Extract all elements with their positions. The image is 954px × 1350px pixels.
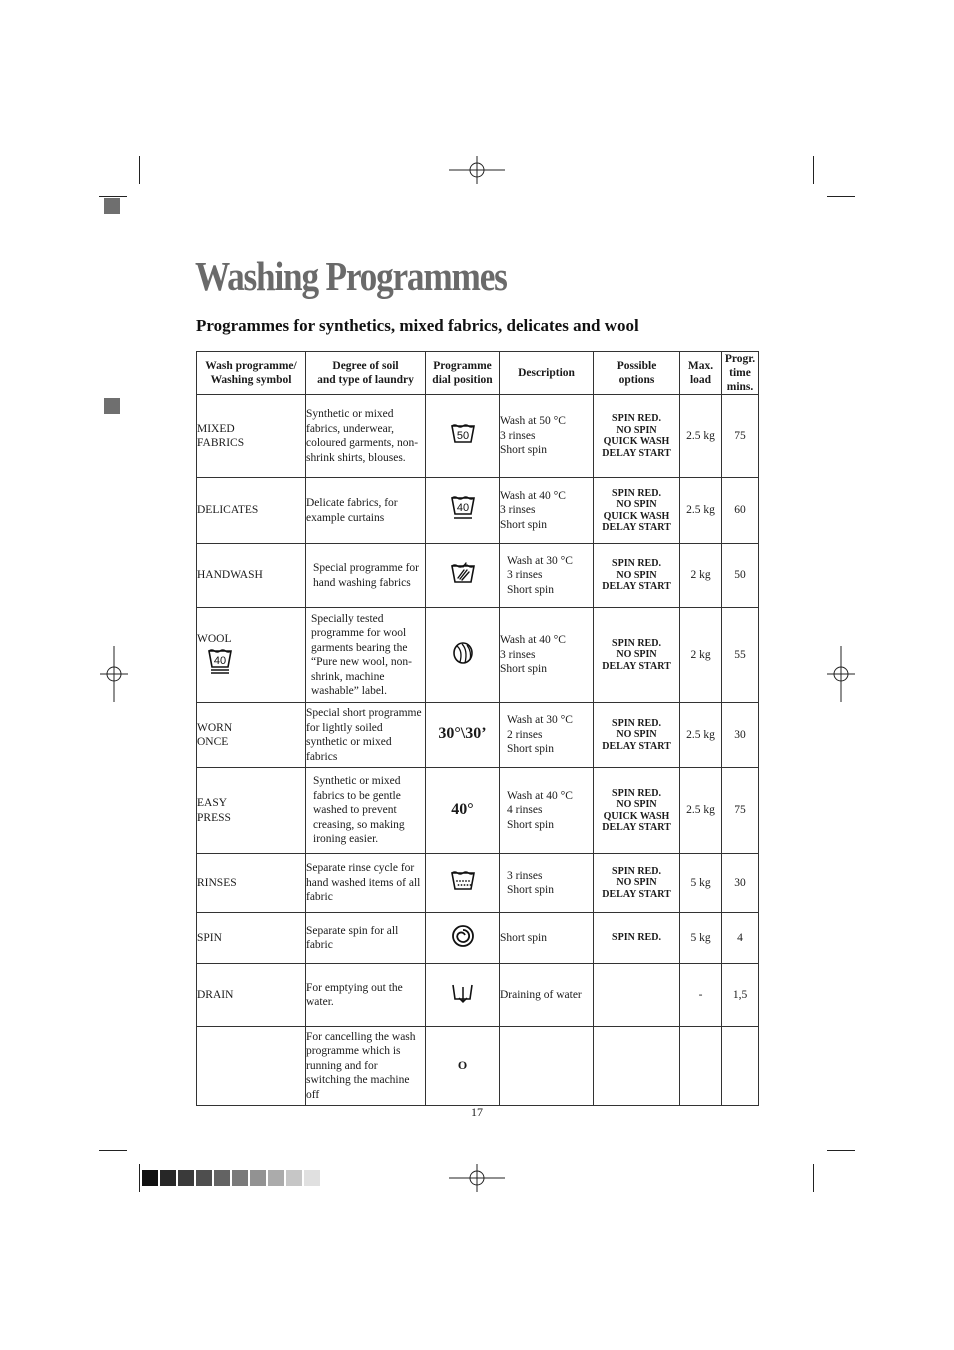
header-dial: Programme dial position xyxy=(426,352,500,395)
description-line: Short spin xyxy=(507,818,554,831)
programme-name: EASY xyxy=(197,797,228,809)
dial-position-label: 30°\30’ xyxy=(438,725,487,743)
soil-cell: Synthetic or mixed fabrics to be gentle washed to prevent creasing, so making ironing easier. xyxy=(306,768,426,854)
dial-position-cell xyxy=(426,478,500,544)
option-item: DELAY START xyxy=(602,822,671,833)
max-load-cell: 2.5 kg xyxy=(680,703,722,768)
crop-mark xyxy=(813,1164,814,1192)
crop-mark xyxy=(99,1150,127,1151)
crop-mark xyxy=(139,156,140,184)
table-row xyxy=(197,854,759,913)
spin-icon xyxy=(451,924,475,953)
description-cell xyxy=(500,854,594,913)
table-row xyxy=(197,964,759,1027)
option-item: NO SPIN xyxy=(616,569,657,581)
description-cell xyxy=(500,395,594,478)
programme-name-cell xyxy=(197,964,306,1027)
header-soil: Degree of soil and type of laundry xyxy=(306,352,426,395)
programme-name: SPIN xyxy=(197,931,222,944)
description-line: 3 rinses xyxy=(500,429,536,442)
header-options: Possible options xyxy=(594,352,680,395)
programme-name-cell xyxy=(197,544,306,608)
description-line: Short spin xyxy=(500,931,547,944)
options-cell xyxy=(594,544,680,608)
table-row xyxy=(197,1027,759,1106)
max-load-cell: 2 kg xyxy=(680,608,722,703)
soil-cell: Delicate fabrics, for example curtains xyxy=(306,478,426,544)
programme-name: MIXED xyxy=(197,422,235,435)
dial-position-cell xyxy=(426,608,500,703)
options-cell xyxy=(594,608,680,703)
header-programme: Wash programme/ Washing symbol xyxy=(197,352,306,395)
soil-cell: Special short programme for lightly soiled synthetic or mixed fabrics xyxy=(306,703,426,768)
max-load-cell: 2.5 kg xyxy=(680,395,722,478)
description-line: Wash at 40 °C xyxy=(500,634,566,647)
options-cell xyxy=(594,478,680,544)
soil-cell: Special programme for hand washing fabrics xyxy=(306,544,426,608)
description-line: 4 rinses xyxy=(507,804,543,817)
options-cell xyxy=(594,703,680,768)
option-item: NO SPIN xyxy=(616,799,657,810)
svg-text:40: 40 xyxy=(213,654,227,667)
programme-name-cell xyxy=(197,395,306,478)
programme-name: DRAIN xyxy=(197,988,234,1001)
description-cell xyxy=(500,544,594,608)
grayscale-bar xyxy=(142,1170,320,1186)
programme-name-cell xyxy=(197,608,306,703)
description-cell xyxy=(500,608,594,703)
option-item: SPIN RED. xyxy=(612,487,661,499)
programme-name: RINSES xyxy=(197,876,237,889)
page-number: 17 xyxy=(471,1105,483,1119)
crop-mark xyxy=(827,1150,855,1151)
drain-icon xyxy=(450,981,476,1010)
dial-position-cell xyxy=(426,1027,500,1106)
max-load-cell: 2 kg xyxy=(680,544,722,608)
option-item: DELAY START xyxy=(602,660,671,672)
grayscale-swatch xyxy=(286,1170,302,1186)
programme-name: HANDWASH xyxy=(197,569,263,582)
grayscale-swatch xyxy=(160,1170,176,1186)
programme-name: WORN xyxy=(197,721,233,734)
registration-target-icon xyxy=(449,142,505,198)
option-item: DELAY START xyxy=(602,581,671,593)
description-line: Wash at 40 °C xyxy=(500,489,566,502)
table-row xyxy=(197,768,759,854)
page-subtitle: Programmes for synthetics, mixed fabrics, delicates and wool xyxy=(196,316,639,335)
description-line: 3 rinses xyxy=(507,569,543,582)
table-row xyxy=(197,703,759,768)
description-cell xyxy=(500,913,594,964)
description-cell xyxy=(500,1027,594,1106)
option-item: NO SPIN xyxy=(616,499,657,510)
description-line: Short spin xyxy=(507,583,554,596)
rinse-icon xyxy=(450,870,476,897)
registration-target-icon xyxy=(813,646,869,702)
option-item: QUICK WASH xyxy=(603,510,670,522)
option-item: SPIN RED. xyxy=(612,717,661,729)
description-line: Draining of water xyxy=(500,988,582,1001)
dial-position-cell xyxy=(426,913,500,964)
grayscale-swatch xyxy=(304,1170,320,1186)
dial-position-cell xyxy=(426,703,500,768)
programme-time-cell: 30 xyxy=(722,854,759,913)
soil-cell: Synthetic or mixed fabrics, underwear, coloured garments, non-shrink shirts, blouses. xyxy=(306,395,426,478)
dial-position-label: 40° xyxy=(451,800,474,818)
registration-square xyxy=(104,198,120,214)
soil-cell: Separate spin for all fabric xyxy=(306,913,426,964)
description-cell xyxy=(500,768,594,854)
soil-cell: For cancelling the wash programme which is running and for switching the machine off xyxy=(306,1027,426,1106)
programme-name-cell xyxy=(197,854,306,913)
option-item: SPIN RED. xyxy=(612,637,661,649)
description-cell xyxy=(500,964,594,1027)
grayscale-swatch xyxy=(214,1170,230,1186)
option-item: DELAY START xyxy=(602,522,671,533)
programme-time-cell: 55 xyxy=(722,608,759,703)
grayscale-swatch xyxy=(142,1170,158,1186)
table-row xyxy=(197,544,759,608)
option-item: NO SPIN xyxy=(616,877,657,889)
wash-40-delicate-icon xyxy=(450,495,476,526)
dial-position-label: O xyxy=(457,1058,468,1073)
crop-mark xyxy=(827,196,855,197)
dial-position-cell xyxy=(426,964,500,1027)
description-line: Short spin xyxy=(500,518,547,531)
table-row xyxy=(197,395,759,478)
programmes-table xyxy=(196,351,759,1106)
programme-time-cell: 75 xyxy=(722,395,759,478)
max-load-cell: 5 kg xyxy=(680,854,722,913)
grayscale-swatch xyxy=(232,1170,248,1186)
programme-time-cell: 1,5 xyxy=(722,964,759,1027)
grayscale-swatch xyxy=(268,1170,284,1186)
dial-position-cell xyxy=(426,854,500,913)
option-item: SPIN RED. xyxy=(612,787,661,799)
option-item: QUICK WASH xyxy=(603,436,670,447)
options-cell xyxy=(594,964,680,1027)
wash-40-wool-icon xyxy=(197,648,305,679)
description-line: Short spin xyxy=(500,444,547,457)
programme-name-cell xyxy=(197,1027,306,1106)
programme-name-cell xyxy=(197,703,306,768)
grayscale-swatch xyxy=(196,1170,212,1186)
programme-time-cell: 30 xyxy=(722,703,759,768)
soil-cell: For emptying out the water. xyxy=(306,964,426,1027)
grayscale-swatch xyxy=(250,1170,266,1186)
crop-mark xyxy=(99,196,127,197)
programme-name: WOOL xyxy=(197,633,232,645)
programme-time-cell: 4 xyxy=(722,913,759,964)
programme-name: DELICATES xyxy=(197,504,259,517)
description-line: Wash at 50 °C xyxy=(500,415,566,428)
dial-position-cell xyxy=(426,768,500,854)
options-cell xyxy=(594,1027,680,1106)
table-header-row xyxy=(197,352,759,395)
options-cell xyxy=(594,395,680,478)
description-line: Short spin xyxy=(507,884,554,896)
max-load-cell: 2.5 kg xyxy=(680,478,722,544)
description-cell xyxy=(500,703,594,768)
programme-time-cell: 60 xyxy=(722,478,759,544)
description-cell xyxy=(500,478,594,544)
dial-position-cell xyxy=(426,395,500,478)
options-cell xyxy=(594,913,680,964)
option-item: DELAY START xyxy=(602,740,671,752)
max-load-cell: 5 kg xyxy=(680,913,722,964)
table-row xyxy=(197,478,759,544)
options-cell xyxy=(594,854,680,913)
max-load-cell: - xyxy=(680,964,722,1027)
header-description: Description xyxy=(500,352,594,395)
description-line: Wash at 30 °C xyxy=(507,554,573,567)
programme-time-cell xyxy=(722,1027,759,1106)
option-item: NO SPIN xyxy=(616,424,657,436)
programme-name-cell xyxy=(197,478,306,544)
programme-name: PRESS xyxy=(197,811,231,824)
programme-time-cell: 50 xyxy=(722,544,759,608)
description-line: Short spin xyxy=(507,743,554,756)
option-item: SPIN RED. xyxy=(612,932,661,944)
dial-position-cell xyxy=(426,544,500,608)
description-line: 3 rinses xyxy=(500,504,536,517)
programme-name-cell xyxy=(197,768,306,854)
option-item: SPIN RED. xyxy=(612,558,661,570)
wool-ball-icon xyxy=(451,641,475,670)
options-cell xyxy=(594,768,680,854)
header-time: Progr. time mins. xyxy=(722,352,759,395)
programme-name: ONCE xyxy=(197,736,229,748)
option-item: SPIN RED. xyxy=(612,865,661,877)
option-item: DELAY START xyxy=(602,888,671,900)
programme-name-cell xyxy=(197,913,306,964)
description-line: Wash at 40 °C xyxy=(507,789,573,802)
description-line: 3 rinses xyxy=(507,869,543,882)
programme-name: FABRICS xyxy=(197,437,245,449)
registration-square xyxy=(104,398,120,414)
description-line: 3 rinses xyxy=(500,648,536,661)
crop-mark xyxy=(813,156,814,184)
option-item: NO SPIN xyxy=(616,649,657,661)
max-load-cell: 2.5 kg xyxy=(680,768,722,854)
registration-target-icon xyxy=(449,1150,505,1206)
svg-text:40: 40 xyxy=(456,502,469,515)
option-item: SPIN RED. xyxy=(612,413,661,424)
header-load: Max. load xyxy=(680,352,722,395)
table-row xyxy=(197,608,759,703)
option-item: NO SPIN xyxy=(616,729,657,741)
table-row xyxy=(197,913,759,964)
option-item: DELAY START xyxy=(602,447,671,459)
grayscale-swatch xyxy=(178,1170,194,1186)
option-item: QUICK WASH xyxy=(603,810,670,822)
description-line: Wash at 30 °C xyxy=(507,714,573,727)
page-title: Washing Programmes xyxy=(195,253,507,299)
description-line: Short spin xyxy=(500,663,547,676)
svg-text:50: 50 xyxy=(456,429,469,442)
hand-wash-icon xyxy=(450,561,476,590)
description-line: 2 rinses xyxy=(507,728,543,741)
registration-target-icon xyxy=(86,646,142,702)
soil-cell: Separate rinse cycle for hand washed items of all fabric xyxy=(306,854,426,913)
programme-time-cell: 75 xyxy=(722,768,759,854)
soil-cell: Specially tested programme for wool garments bearing the “Pure new wool, non-shrink, machine washable” label. xyxy=(306,608,426,703)
max-load-cell xyxy=(680,1027,722,1106)
wash-50-icon xyxy=(450,423,476,450)
crop-mark xyxy=(139,1164,140,1192)
